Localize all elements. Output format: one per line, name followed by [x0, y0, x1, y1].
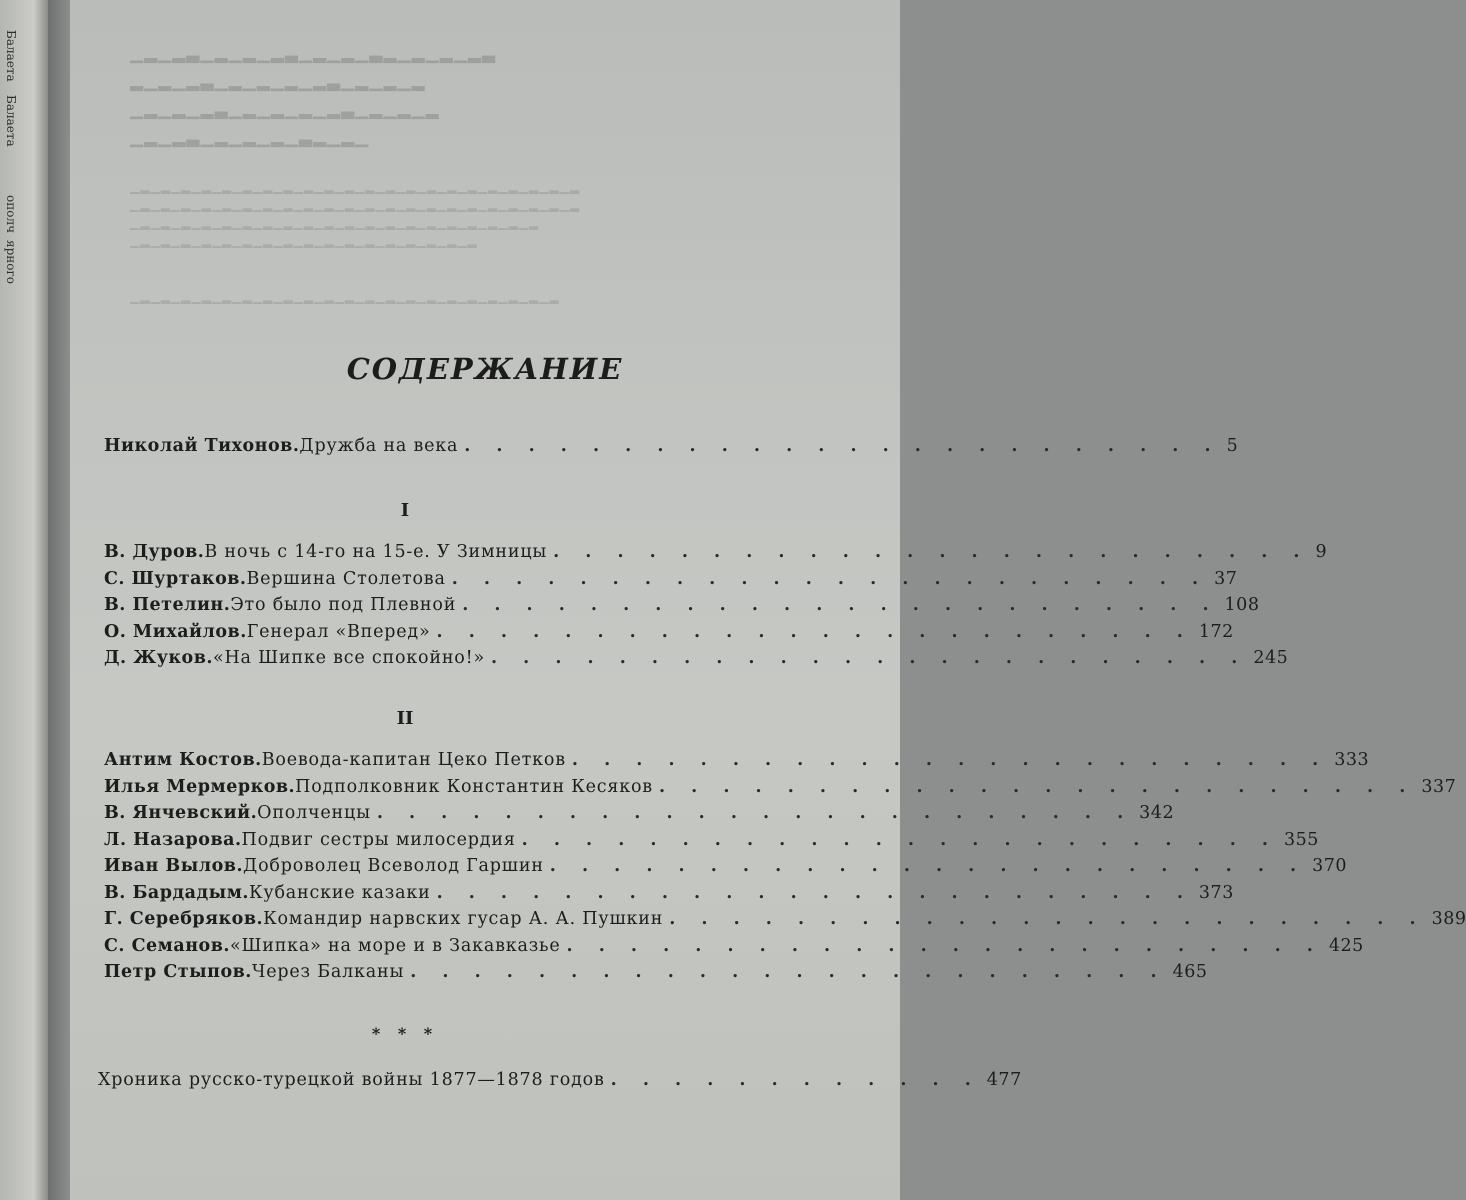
show-through-texture: ▁▂▁▂▁▂▁▂▁▂▁▂▁▂▁▂▁▂▁▂▁▂▁▂▁▂▁▂▁▂▁▂▁▂▁▂▁▂▁▂: [130, 216, 540, 230]
facing-page-fragment: Балаета: [4, 30, 18, 82]
entry-title: Дружба на века: [299, 436, 459, 456]
entry-author: Петр Стыпов.: [104, 962, 252, 982]
toc-entry-chronicle: [98, 1070, 1022, 1098]
leader-dots: . . . . . . . . . . . . . . . . . . . . . . . .: [490, 648, 1248, 668]
toc-entry: [104, 935, 1364, 964]
section-mark-1: I: [400, 500, 410, 521]
leader-dots: . . . . . . . . . . . . . . . . . . . . . . . .: [451, 568, 1209, 589]
facing-page-fragment: ополч: [4, 195, 18, 234]
facing-page-fragment: Балаета: [4, 95, 18, 147]
toc-entry: [104, 882, 1234, 911]
entry-page: 373: [1198, 882, 1234, 903]
leader-dots: . . . . . . . . . . . . . . . . . . . . . . . .: [669, 909, 1426, 929]
entry-title: «На Шипке все спокойно!»: [212, 648, 485, 668]
entry-title: Вершина Столетова: [246, 568, 446, 589]
section-separator: * * *: [371, 1024, 439, 1043]
entry-author: Г. Серебряков.: [104, 909, 264, 929]
entry-author: В. Бардадым.: [104, 882, 250, 903]
facing-page-edge: [0, 0, 48, 1200]
toc-entry: [104, 648, 1289, 676]
entry-page: 333: [1334, 750, 1370, 770]
book-page: [70, 0, 1466, 1200]
entry-page: 337: [1421, 776, 1457, 797]
entry-page: 465: [1172, 962, 1208, 982]
toc-entry: [104, 803, 1175, 831]
show-through-texture: ▁▂▁▂▁▂▁▂▁▂▁▂▁▂▁▂▁▂▁▂▁▂▁▂▁▂▁▂▁▂▁▂▁▂▁▂▁▂▁▂▁▂▁▂: [130, 180, 581, 194]
entry-author: Иван Вылов.: [104, 856, 244, 876]
entry-title: Через Балканы: [251, 962, 405, 982]
leader-dots: . . . . . . . . . . . . . . . . . . . . . . . .: [521, 829, 1279, 850]
entry-page: 355: [1284, 829, 1319, 850]
entry-title: Кубанские казаки: [249, 882, 431, 903]
leader-dots: . . . . . . . . . . . . . . . . . . . . . . . .: [571, 750, 1329, 770]
toc-entry: [104, 962, 1208, 990]
leader-dots: . . . . . . . . . . . . . . . . . . . . . . . .: [462, 595, 1219, 615]
leader-dots: . . . . . . . . . . . . . . . . . . . . . . . .: [464, 436, 1221, 456]
entry-author: О. Михайлов.: [104, 621, 247, 642]
entry-page: 425: [1328, 935, 1364, 956]
leader-dots: . . . . . . . . . . . . . . . . . . . . . . . .: [566, 935, 1323, 956]
toc-entry: [104, 909, 1466, 937]
show-through-texture: ▁▂▁▂▁▂▃▁▂▁▂▁▂▁▂▃▁▂▁▂▁▂: [130, 100, 440, 120]
entry-author: Антим Костов.: [104, 750, 262, 770]
entry-author: В. Петелин.: [104, 595, 231, 615]
toc-entry: [104, 542, 1328, 570]
toc-entry: [104, 595, 1260, 623]
entry-page: 245: [1253, 648, 1289, 668]
entry-author: С. Шуртаков.: [104, 568, 247, 589]
entry-title: В ночь с 14-го на 15-е. У Зимницы: [204, 542, 548, 562]
show-through-texture: ▁▂▁▂▁▂▁▂▁▂▁▂▁▂▁▂▁▂▁▂▁▂▁▂▁▂▁▂▁▂▁▂▁▂: [130, 234, 478, 248]
entry-page: 37: [1214, 568, 1238, 589]
entry-title: Подполковник Константин Кесяков: [295, 776, 653, 797]
toc-entry: [104, 856, 1348, 884]
entry-page: 172: [1198, 621, 1234, 642]
toc-entry: [104, 776, 1457, 805]
show-through-texture: ▁▂▁▂▁▂▁▂▁▂▁▂▁▂▁▂▁▂▁▂▁▂▁▂▁▂▁▂▁▂▁▂▁▂▁▂▁▂▁▂▁▂: [130, 290, 560, 304]
entry-title: Доброволец Всеволод Гаршин: [243, 856, 544, 876]
show-through-texture: ▁▂▁▂▃▁▂▁▂▁▂▁▃▂▁▂▁: [130, 128, 370, 148]
entry-title: Подвиг сестры милосердия: [241, 829, 516, 850]
show-through-texture: ▂▁▂▁▂▃▁▂▁▂▁▂▁▂▃▁▂▁▂▁▂: [130, 72, 426, 92]
leader-dots: . . . . . . . . . . . . . . . . . . . . . . . .: [658, 776, 1416, 797]
toc-entry: [104, 750, 1370, 778]
entry-author: Николай Тихонов.: [104, 436, 300, 456]
leader-dots: . . . . . . . . . . . . . . . . . . . . . . . .: [436, 882, 1193, 903]
entry-author: В. Дуров.: [104, 542, 205, 562]
entry-author: В. Янчевский.: [104, 803, 258, 823]
toc-title: СОДЕРЖАНИЕ: [346, 352, 624, 386]
entry-page: 5: [1226, 436, 1239, 456]
entry-author: Д. Жуков.: [104, 648, 213, 668]
toc-entry-intro: [104, 436, 1239, 464]
entry-author: Илья Мермерков.: [104, 776, 296, 797]
entry-title: Это было под Плевной: [230, 595, 457, 615]
entry-title: Хроника русско-турецкой войны 1877—1878 годов: [98, 1070, 605, 1090]
entry-title: Командир нарвских гусар А. А. Пушкин: [263, 909, 664, 929]
toc-entry: [104, 568, 1238, 597]
entry-page: 108: [1224, 595, 1260, 615]
leader-dots: . . . . . . . . . . . .: [610, 1070, 981, 1090]
entry-title: «Шипка» на море и в Закавказье: [229, 935, 561, 956]
show-through-texture: ▁▂▁▂▁▂▁▂▁▂▁▂▁▂▁▂▁▂▁▂▁▂▁▂▁▂▁▂▁▂▁▂▁▂▁▂▁▂▁▂▁▂▁▂: [130, 198, 581, 212]
entry-title: Воевода-капитан Цеко Петков: [261, 750, 566, 770]
leader-dots: . . . . . . . . . . . . . . . . . . . . . . . .: [376, 803, 1134, 823]
entry-author: Л. Назарова.: [104, 829, 242, 850]
entry-title: Ополченцы: [257, 803, 371, 823]
facing-page-fragment: ярного: [4, 240, 18, 284]
section-mark-2: II: [396, 708, 414, 729]
entry-page: 9: [1315, 542, 1328, 562]
show-through-texture: ▁▂▁▂▃▁▂▁▂▁▂▃▁▂▁▂▁▃▂▁▂▁▂▁▂▃: [130, 44, 496, 64]
entry-page: 370: [1312, 856, 1348, 876]
leader-dots: . . . . . . . . . . . . . . . . . . . . . . . .: [553, 542, 1310, 562]
toc-entry: [104, 621, 1234, 650]
leader-dots: . . . . . . . . . . . . . . . . . . . . . . . .: [549, 856, 1307, 876]
entry-page: 342: [1139, 803, 1175, 823]
toc-entry: [104, 829, 1319, 858]
leader-dots: . . . . . . . . . . . . . . . . . . . . . . . .: [436, 621, 1193, 642]
leader-dots: . . . . . . . . . . . . . . . . . . . . . . . .: [410, 962, 1167, 982]
entry-title: Генерал «Вперед»: [246, 621, 431, 642]
entry-author: С. Семанов.: [104, 935, 230, 956]
entry-page: 389: [1431, 909, 1466, 929]
entry-page: 477: [986, 1070, 1022, 1090]
